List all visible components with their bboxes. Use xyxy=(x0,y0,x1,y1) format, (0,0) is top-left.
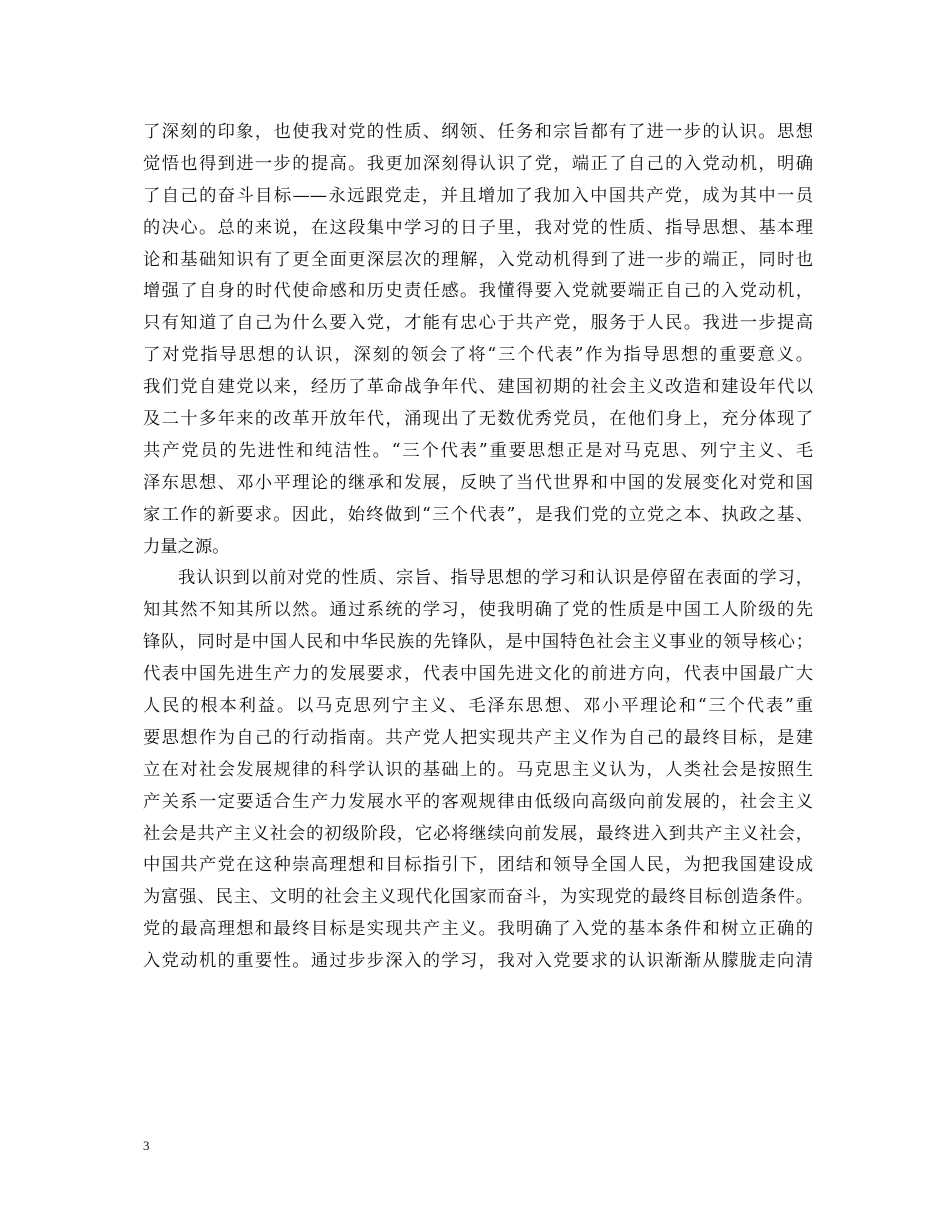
text-line: 及二十多年来的改革开放年代，涌现出了无数优秀党员，在他们身上，充分体现了 xyxy=(143,409,813,430)
text-line: 要思想作为自己的行动指南。共产党人把实现共产主义作为自己的最终目标，是建 xyxy=(143,727,813,748)
text-line: 了自己的奋斗目标——永远跟党走，并且增加了我加入中国共产党，成为其中一员 xyxy=(143,185,813,206)
text-line: 为富强、民主、文明的社会主义现代化国家而奋斗，为实现党的最终目标创造条件。 xyxy=(143,887,813,908)
text-line: 代表中国先进生产力的发展要求，代表中国先进文化的前进方向，代表中国最广大 xyxy=(143,664,813,685)
text-line: 觉悟也得到进一步的提高。我更加深刻得认识了党，端正了自己的入党动机，明确 xyxy=(143,153,813,174)
text-line: 中国共产党在这种崇高理想和目标指引下，团结和领导全国人民，为把我国建设成 xyxy=(143,855,813,876)
text-line: 了对党指导思想的认识，深刻的领会了将“三个代表”作为指导思想的重要意义。 xyxy=(143,345,813,366)
text-line: 家工作的新要求。因此，始终做到“三个代表”，是我们党的立党之本、执政之基、 xyxy=(143,504,813,525)
text-line: 的决心。总的来说，在这段集中学习的日子里，我对党的性质、指导思想、基本理 xyxy=(143,217,813,238)
text-line: 我认识到以前对党的性质、宗旨、指导思想的学习和认识是停留在表面的学习， xyxy=(178,568,813,589)
text-line: 社会是共产主义社会的初级阶段，它必将继续向前发展，最终进入到共产主义社会， xyxy=(143,823,813,844)
text-line: 立在对社会发展规律的科学认识的基础上的。马克思主义认为，人类社会是按照生 xyxy=(143,759,813,780)
text-line: 只有知道了自己为什么要入党，才能有忠心于共产党，服务于人民。我进一步提高 xyxy=(143,313,813,334)
paragraph-1 xyxy=(143,117,813,563)
text-line: 共产党员的先进性和纯洁性。“三个代表”重要思想正是对马克思、列宁主义、毛 xyxy=(143,440,813,461)
text-line: 力量之源。 xyxy=(143,536,230,557)
text-line: 了深刻的印象，也使我对党的性质、纲领、任务和宗旨都有了进一步的认识。思想 xyxy=(143,122,813,142)
page-number: 3 xyxy=(143,1138,150,1153)
text-line: 泽东思想、邓小平理论的继承和发展，反映了当代世界和中国的发展变化对党和国 xyxy=(143,472,813,493)
text-line: 锋队，同时是中国人民和中华民族的先锋队，是中国特色社会主义事业的领导核心； xyxy=(143,632,813,653)
text-line: 产关系一定要适合生产力发展水平的客观规律由低级向高级向前发展的，社会主义 xyxy=(143,791,813,812)
text-line: 知其然不知其所以然。通过系统的学习，使我明确了党的性质是中国工人阶级的先 xyxy=(143,600,813,621)
text-line: 人民的根本利益。以马克思列宁主义、毛泽东思想、邓小平理论和“三个代表”重 xyxy=(143,696,813,717)
document-body xyxy=(143,117,813,978)
text-line: 入党动机的重要性。通过步步深入的学习，我对入党要求的认识渐渐从朦胧走向清 xyxy=(143,951,813,972)
paragraph-2 xyxy=(143,563,813,978)
text-line: 我们党自建党以来，经历了革命战争年代、建国初期的社会主义改造和建设年代以 xyxy=(143,377,813,398)
text-line: 党的最高理想和最终目标是实现共产主义。我明确了入党的基本条件和树立正确的 xyxy=(143,919,813,940)
text-line: 增强了自身的时代使命感和历史责任感。我懂得要入党就要端正自己的入党动机， xyxy=(143,281,813,302)
text-line: 论和基础知识有了更全面更深层次的理解，入党动机得到了进一步的端正，同时也 xyxy=(143,249,813,270)
